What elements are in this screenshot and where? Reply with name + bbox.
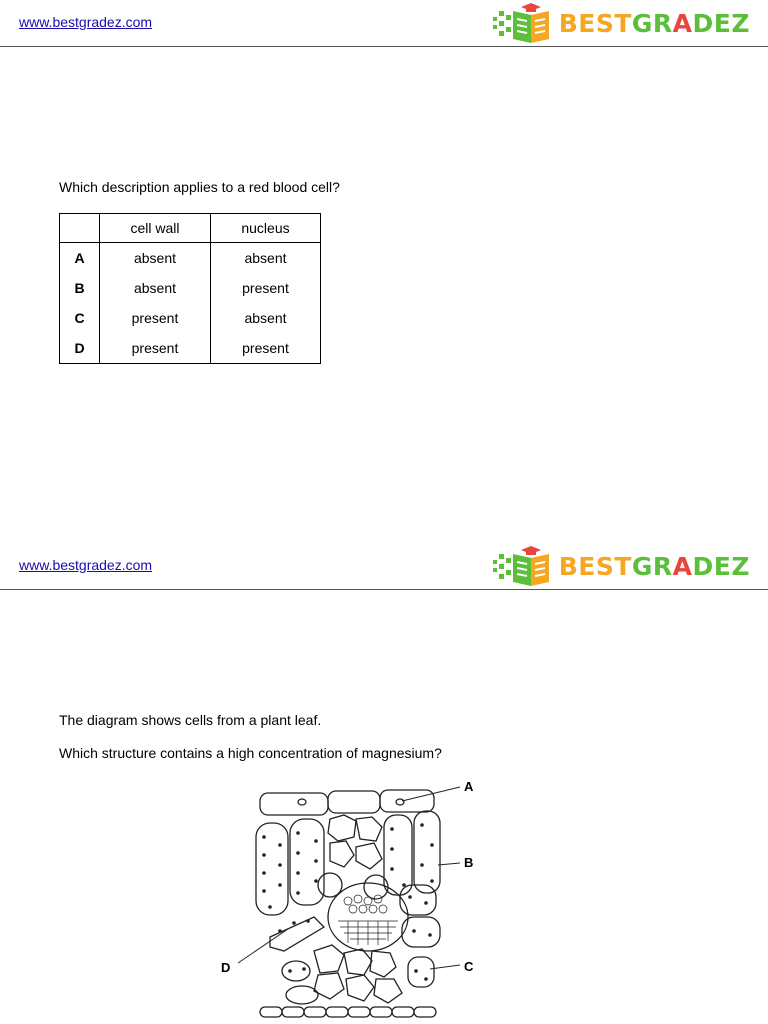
answer-table (59, 213, 321, 364)
nucleus-value: absent (211, 303, 321, 333)
book-logo-icon (493, 544, 555, 588)
label-b: B (464, 855, 474, 870)
table-header-blank (60, 214, 100, 243)
table-header-cell-wall: cell wall (100, 214, 211, 243)
brand-logo (493, 543, 750, 589)
option-label: A (60, 243, 100, 274)
nucleus-value: present (211, 273, 321, 303)
question-2-text: Which structure contains a high concentration of magnesium? (59, 745, 442, 761)
question-2-intro: The diagram shows cells from a plant leaf. (59, 712, 322, 728)
cell-wall-value: present (100, 333, 211, 364)
page-header-2 (0, 543, 768, 590)
label-a: A (464, 779, 474, 794)
book-logo-icon (493, 1, 555, 45)
table-header-nucleus: nucleus (211, 214, 321, 243)
site-link[interactable]: www.bestgradez.com (19, 557, 153, 573)
cell-wall-value: absent (100, 273, 211, 303)
logo-wordmark: BESTGRADEZ (558, 8, 750, 38)
table-row (60, 303, 321, 333)
option-label: B (60, 273, 100, 303)
label-c: C (464, 959, 474, 974)
nucleus-value: absent (211, 243, 321, 274)
question-1-text: Which description applies to a red blood cell? (59, 179, 340, 195)
logo-wordmark: BESTGRADEZ (558, 551, 750, 581)
brand-logo (493, 0, 750, 46)
cell-wall-value: absent (100, 243, 211, 274)
option-label: C (60, 303, 100, 333)
table-row (60, 243, 321, 274)
label-d: D (221, 960, 231, 975)
table-header-row (60, 214, 321, 243)
cell-wall-value: present (100, 303, 211, 333)
site-link[interactable]: www.bestgradez.com (19, 14, 153, 30)
table-row (60, 333, 321, 364)
table-row (60, 273, 321, 303)
option-label: D (60, 333, 100, 364)
page-header-1 (0, 0, 768, 47)
leaf-cells-diagram (218, 775, 488, 1024)
nucleus-value: present (211, 333, 321, 364)
